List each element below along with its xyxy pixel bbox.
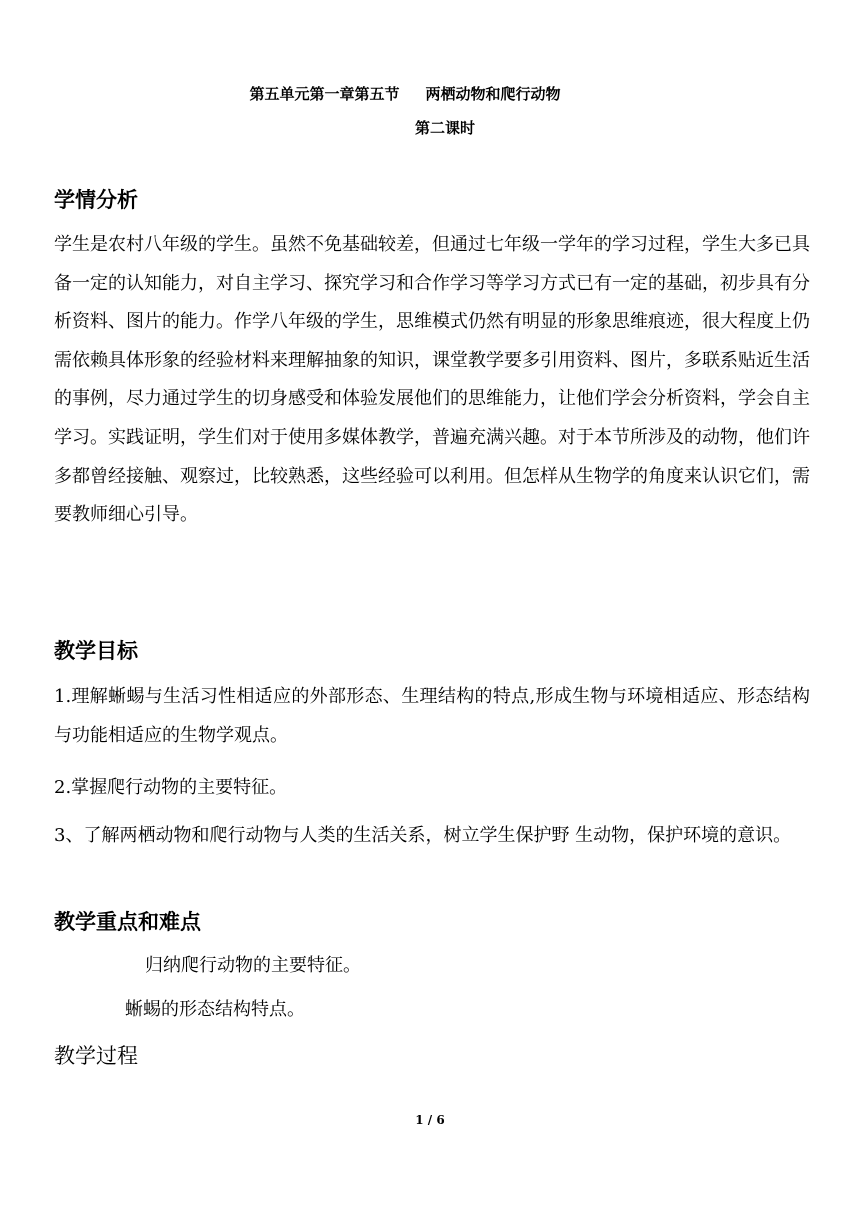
heading-process: 教学过程	[54, 1044, 138, 1068]
document-title: 第五单元第一章第五节 两栖动物和爬行动物	[249, 85, 561, 103]
paragraph-analysis: 学生是农村八年级的学生。虽然不免基础较差，但通过七年级一学年的学习过程，学生大多已具备一定的认知能力，对自主学习、探究学习和合作学习等学习方式已有一定的基础，初步具有分析资料、图片的能力。作学八年级的学生，思维模式仍然有明显的形象思维痕迹，很大程度上仍需依赖具体形象的经验材料来理解抽象的知识，课堂教学要多引用资料、图片，多联系贴近生活的事例，尽力通过学生的切身感受和体验发展他们的思维能力，让他们学会分析资料，学会自主学习。实践证明，学生们对于使用多媒体教学，普遍充满兴趣。对于本节所涉及的动物，他们许多都曾经接触、观察过，比较熟悉，这些经验可以利用。但怎样从生物学的角度来认识它们，需要教师细心引导。	[54, 234, 810, 526]
goal-item-1: 1.理解蜥蜴与生活习性相适应的外部形态、生理结构的特点,形成生物与环境相适应、形态结构与功能相适应的生物学观点。	[54, 686, 810, 746]
goal-item-3: 3、了解两栖动物和爬行动物与人类的生活关系，树立学生保护野 生动物，保护环境的意识。	[54, 825, 792, 846]
goal-item-2: 2.掌握爬行动物的主要特征。	[54, 777, 288, 798]
key-point-item-2: 蜥蜴的形态结构特点。	[125, 999, 305, 1020]
heading-analysis: 学情分析	[54, 188, 138, 212]
heading-key-points: 教学重点和难点	[54, 910, 201, 934]
document-subtitle: 第二课时	[414, 119, 475, 137]
key-point-item-1: 归纳爬行动物的主要特征。	[145, 955, 361, 976]
page-number: 1 / 6	[415, 1113, 445, 1127]
heading-goals: 教学目标	[54, 639, 138, 663]
